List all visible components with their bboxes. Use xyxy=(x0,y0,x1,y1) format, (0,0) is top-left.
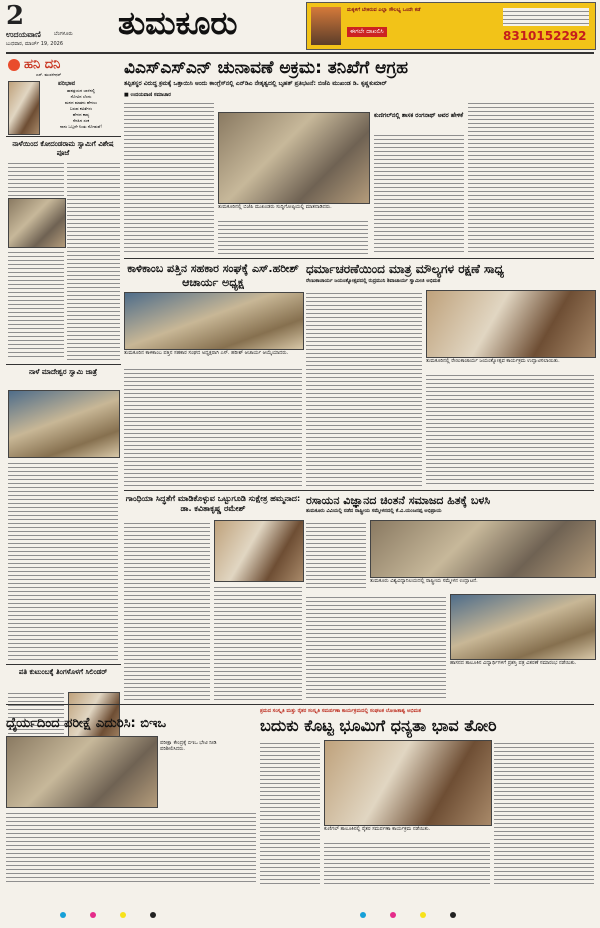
chem-photo-caption: ತುಮಕೂರು ವಿಶ್ವವಿದ್ಯಾನಿಲಯದಲ್ಲಿ ರಾಷ್ಟ್ರೀಯ ಸಮ್ಮೇಳನ ಉದ್ಘಾಟನೆ. xyxy=(370,578,478,584)
bottom-left-caption: ಪರೀಕ್ಷಾ ಕೇಂದ್ರಕ್ಕೆ ಬಿಇಒ ಭೇಟಿ ನೀಡಿ ಪರಿಶೀಲಿಸಿದರು. xyxy=(160,740,217,752)
dharma-subheadline: ರೇಣುಕಾಚಾರ್ಯ ಜಯಂತ್ಯೋತ್ಸವದಲ್ಲಿ ರುದ್ರಮುನಿ ಶಿವಾಚಾರ್ಯ ಸ್ವಾಮೀಜಿ ಅಭಿಮತ xyxy=(306,278,441,284)
chem-photo xyxy=(370,520,596,578)
dharma-body-2 xyxy=(426,372,594,486)
kalikamba-photo xyxy=(124,292,304,350)
bottom-right-body-1 xyxy=(260,740,320,884)
ad-phone[interactable]: 8310152292 xyxy=(503,29,587,43)
chem-body-1 xyxy=(306,520,366,590)
poet-portrait xyxy=(8,81,40,135)
reg-mark-icon xyxy=(450,912,456,918)
chem-subheadline: ತುಮಕೂರು ವಿವಿಯಲ್ಲಿ ನಡೆದ ರಾಷ್ಟ್ರೀಯ ಸಮ್ಮೇಳನದಲ್ಲಿ ಕೆ.ವಿ.ಯಂಜನಪ್ಪ ಅಭಿಪ್ರಾಯ xyxy=(306,508,442,514)
lead-subheadline: ತಪ್ಪಿತಸ್ಥರ ವಿರುದ್ಧ ಕ್ರಮಕ್ಕೆ ಒತ್ತಾಯಿಸಿ ಅಂದು ಕಾಂಗ್ರೆಸ್‌ನಲ್ಲಿ ಎನ್‌ಡಿಎ ನೇತೃತ್ವದಲ್ಲಿ ಬೃಹತ್ ಪ್ರತಿಭಟನೆ: ಬಿಜೆಪಿ ಮುಖಂಡ ಡಿ. ಕೃಷ್ಣಕುಮಾರ್ xyxy=(124,80,387,87)
story1-body-2 xyxy=(8,249,64,360)
page-number: 2 xyxy=(6,1,25,31)
poem-line: ನಾನು ಒಬ್ಬನೇ ನಿಂತು ನೋಡುವೆ! xyxy=(60,124,102,129)
lead-sidebar-headline: ಕುಣಿಗಲ್‌ನಲ್ಲಿ ಶಾಸಕ ರಂಗನಾಥ್ ಅವರ ಹೇಳಿಕೆ xyxy=(374,112,464,119)
top-ad[interactable] xyxy=(306,2,596,50)
dharma-photo xyxy=(426,290,596,358)
reg-mark-icon xyxy=(150,912,156,918)
logo-author: ಎಸ್. ಮುರಳೀಧರ್ xyxy=(36,72,62,77)
kalikamba-photo-caption: ತುಮಕೂರಿನ ಕಾಳಿಕಾಂಬ ಪತ್ತಿನ ಸಹಕಾರ ಸಂಘದ ಅಧ್ಯಕ್ಷರಾಗಿ ಎಸ್. ಹರೀಶ್ ಆಚಾರ್ಯ ಆಯ್ಕೆಯಾದರು. xyxy=(124,350,289,356)
edition: ಬೆಂಗಳೂರು xyxy=(54,31,73,37)
gandhi-photo xyxy=(214,520,304,582)
chem-headline: ರಸಾಯನ ವಿಜ್ಞಾನದ ಚಿಂತನೆ ಸಮಾಜದ ಹಿತಕ್ಕೆ ಬಳಸಿ xyxy=(306,494,491,507)
gandhi-headline: ಗಾಂಧಿಯಾ ಸಿದ್ಧತೆಗೆ ಮಾಡಿಕೊಳ್ಳುವ ಒಟ್ಟುಗೂಡಿ ಸುಕ್ಷೇತ್ರ ಹಮ್ಮನಾದ: ಡಾ. ಕವಿತಾಕೃಷ್ಣ ರಮೇಶ್ xyxy=(125,494,301,513)
lead-body-1 xyxy=(124,100,214,200)
dharma-body-1 xyxy=(306,290,422,486)
poem-line: ಬರುವ ಕವಿತೆಗಳು xyxy=(69,106,93,111)
story1-body-right xyxy=(67,160,120,360)
poem-title: ಪರಿಭಾವ xyxy=(58,80,76,87)
paper-name: ಉದಯವಾಣಿ xyxy=(6,30,41,39)
bottom-left-headline: ಧೈರ್ಯದಿಂದ ಪರೀಕ್ಷೆ ಎದುರಿಸಿ: ಬಿಇಒ xyxy=(6,716,167,731)
story1-body xyxy=(8,160,64,196)
bottom-right-headline: ಬದುಕು ಕೊಟ್ಟ ಭೂಮಿಗೆ ಧನ್ಯತಾ ಭಾವ ತೋರಿ xyxy=(260,716,497,735)
kalikamba-body xyxy=(124,366,302,486)
poem-line: ಹೇಳದ ಕಾವ್ಯ xyxy=(72,112,90,117)
reg-mark-icon xyxy=(420,912,426,918)
story1-headline: ನಾಳೆಯಿಂದ ಕೋದಂಡರಾಮ ಸ್ವಾಮಿಗೆ ವಿಶೇಷ ಪೂಜೆ xyxy=(12,140,114,157)
logo-text: ಹನಿ ದನಿ xyxy=(24,57,61,72)
story3-headline: ಪತಿ ಕುಟುಂಬಕ್ಕೆ ತಿಂಗಳೊಳಗೆ ಸಿಲಿಂಡರ್ xyxy=(18,668,108,676)
reg-mark-icon xyxy=(120,912,126,918)
drop-icon xyxy=(8,59,20,71)
bottom-kicker: ಶ್ರಮದ ಸಂಸ್ಕೃತಿ ಮತ್ತು ರೈತರ ಸಂಸ್ಕೃತಿ ಸಮರ್ಪಣಾ ಕಾರ್ಯಕ್ರಮದಲ್ಲಿ ಸಂಘಟಕ ಲೋಹಿತಾಶ್ವ ಅಭಿಮತ xyxy=(260,708,422,714)
poem-line: ತಾಪತ್ರಯದ ಬಾಳಿನಲ್ಲಿ xyxy=(66,88,96,93)
lead-sidebar-body xyxy=(374,132,464,254)
ad-student-photo xyxy=(311,7,341,45)
dharma-photo-caption: ತುಮಕೂರಿನಲ್ಲಿ ರೇಣುಕಾಚಾರ್ಯ ಜಯಂತ್ಯೋತ್ಸವ ಕಾರ್ಯಕ್ರಮ ಉದ್ಘಾಟಿಸಲಾಯಿತು. xyxy=(426,358,560,364)
chem-photo-2 xyxy=(450,594,596,660)
hani-dani-logo xyxy=(6,56,121,76)
poem-line: ನೆನಪಿನ ಸಂಕ xyxy=(72,118,90,123)
poem-body xyxy=(42,88,120,130)
kalikamba-headline: ಕಾಳಿಕಾಂಬ ಪತ್ತಿನ ಸಹಕಾರ ಸಂಘಕ್ಕೆ ಎಸ್.ಹರೀಶ್ ಆಚಾರ್ಯ ಅಧ್ಯಕ್ಷ xyxy=(127,262,299,289)
reg-mark-icon xyxy=(60,912,66,918)
bottom-right-caption: ಕುಣಿಗಲ್ ತಾಲೂಕಿನಲ್ಲಿ ರೈತರ ಸಮರ್ಪಣಾ ಕಾರ್ಯಕ್ರಮ ನಡೆಯಿತು. xyxy=(324,826,431,832)
reg-mark-icon xyxy=(90,912,96,918)
bottom-right-body-3 xyxy=(494,740,594,884)
story2-body xyxy=(8,460,118,660)
reg-mark-icon xyxy=(390,912,396,918)
bottom-right-photo xyxy=(324,740,492,826)
lead-dateline: ■ ಉದಯವಾಣಿ ಸಮಾಚಾರ xyxy=(124,92,171,98)
poem-line: ನೋವಿನ ಬೆಂದು xyxy=(70,94,92,99)
lead-body-2 xyxy=(218,218,368,254)
lead-body-4 xyxy=(468,100,594,254)
poem-line: ಮನದ ಮಾತನು ಹೇಳಲು xyxy=(64,100,98,105)
lead-body-3 xyxy=(124,200,214,254)
chem-caption-2: ಹಾಸನದ ತಾಲೂಕಿನ ವಿದ್ಯಾರ್ಥಿಗಳಿಗೆ ಪ್ರಶಸ್ತಿ ಪತ್ರ ವಿತರಣೆ ಸಮಾರಂಭ ನಡೆಯಿತು. xyxy=(450,660,577,666)
lead-headline: ವಿಎಸ್ಎಸ್ಎನ್ ಚುನಾವಣೆ ಅಕ್ರಮ: ತನಿಖೆಗೆ ಆಗ್ರಹ xyxy=(124,58,409,78)
chem-body-2 xyxy=(306,594,446,700)
dharma-headline: ಧರ್ಮಾಚರಣೆಯಿಂದ ಮಾತ್ರ ಮೌಲ್ಯಗಳ ರಕ್ಷಣೆ ಸಾಧ್ಯ xyxy=(306,262,504,276)
story2-headline: ನಾಳೆ ಮಾದೇಶ್ವರ ಸ್ವಾಮಿ ಜಾತ್ರೆ xyxy=(28,368,98,376)
ad-details xyxy=(503,8,589,26)
story2-photo xyxy=(8,390,120,458)
ad-offer: ಈಗಲೇ ದಾಖಲಿಸಿ xyxy=(347,27,387,37)
gandhi-body-2 xyxy=(214,584,302,700)
bottom-right-body-2 xyxy=(324,840,490,884)
bottom-left-photo xyxy=(6,736,158,808)
reg-mark-icon xyxy=(360,912,366,918)
lead-photo xyxy=(218,112,370,204)
ad-text: ಮಕ್ಕಳಿಗೆ ಬೇಕಿರುವ ಎಲ್ಲಾ ಸೌಲಭ್ಯ ಒಂದೇ ಕಡೆ xyxy=(347,7,421,13)
bottom-left-body xyxy=(6,810,256,884)
story1-photo xyxy=(8,198,66,248)
gandhi-body-1 xyxy=(124,520,210,700)
section-title: ತುಮಕೂರು xyxy=(118,4,238,42)
print-registration-marks xyxy=(0,910,600,920)
lead-photo-caption: ತುಮಕೂರಿನಲ್ಲಿ ಬಿಜೆಪಿ ಮುಖಂಡರು ಸುದ್ದಿಗೋಷ್ಠಿಯಲ್ಲಿ ಮಾತನಾಡಿದರು. xyxy=(218,204,332,210)
issue-date: ಬುಧವಾರ, ಮಾರ್ಚ್ 19, 2026 xyxy=(6,41,64,47)
